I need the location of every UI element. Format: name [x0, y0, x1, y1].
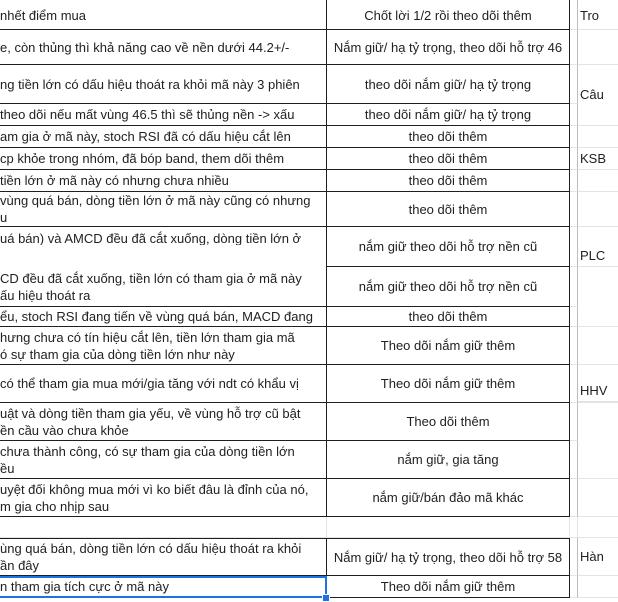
cell-row-9-col-b[interactable]: [327, 267, 570, 307]
cell-row-1-col-c[interactable]: [570, 30, 578, 65]
cell-text: Nắm giữ/ hạ tỷ trọng, theo dõi hỗ trợ 58: [333, 549, 563, 565]
cell-row-16-col-a[interactable]: [0, 517, 327, 538]
cell-row-15-col-d[interactable]: [578, 479, 618, 517]
cell-text: Theo dõi thêm: [406, 414, 490, 429]
cell-row-1-col-a[interactable]: [0, 30, 327, 65]
cell-row-11-col-b[interactable]: [327, 327, 570, 365]
cell-row-5-col-c[interactable]: [570, 148, 578, 170]
cell-row-13-col-c[interactable]: [570, 403, 578, 441]
cell-row-8-col-b[interactable]: [327, 227, 570, 267]
cell-row-18-col-d[interactable]: [578, 576, 618, 598]
cell-text: uá bán) và AMCD đều đã cắt xuống, dòng tiền lớn ở: [0, 230, 302, 246]
cell-row-10-col-a[interactable]: [0, 307, 327, 327]
cell-text: theo dõi thêm: [408, 173, 488, 188]
cell-row-4-col-a[interactable]: [0, 126, 327, 148]
cell-row-18-col-c[interactable]: [570, 576, 578, 598]
cell-text: am gia ở mã này, stoch RSI đã có dấu hiệu cắt lên: [0, 129, 291, 144]
cell-row-18-col-b[interactable]: [327, 576, 570, 598]
cell-row-16-col-d[interactable]: [578, 517, 618, 538]
cell-row-3-col-b[interactable]: [327, 104, 570, 126]
cell-row-11-col-c[interactable]: [570, 327, 578, 365]
cell-text: theo dõi nắm giữ/ hạ tỷ trọng: [364, 107, 532, 122]
cell-row-6-col-a[interactable]: [0, 170, 327, 192]
cell-row-11-col-a[interactable]: [0, 327, 327, 365]
cell-row-13-col-a[interactable]: [0, 403, 327, 441]
cell-text: theo dõi thêm: [408, 129, 488, 144]
cell-text: n tham gia tích cực ở mã này: [0, 579, 169, 594]
cell-row-10-col-c[interactable]: [570, 307, 578, 327]
cell-row-1-col-d[interactable]: [578, 30, 618, 65]
cell-row-2-col-b[interactable]: [327, 65, 570, 104]
cell-text: nắm giữ theo dõi hỗ trợ nền cũ: [358, 279, 538, 294]
cell-row-14-col-b[interactable]: [327, 441, 570, 479]
cell-row-13-col-d[interactable]: HHV: [578, 380, 618, 402]
cell-row-17-col-d[interactable]: Hàn: [578, 538, 618, 576]
cell-text: vùng quá bán, dòng tiền lớn ở mã này cũng có nhưng u: [0, 193, 311, 225]
cell-row-4-col-b[interactable]: [327, 126, 570, 148]
cell-row-5-col-a[interactable]: [0, 148, 327, 170]
cell-text: Theo dõi nắm giữ thêm: [380, 338, 516, 353]
cell-row-4-col-d[interactable]: [578, 126, 618, 148]
cell-text: theo dõi thêm: [408, 151, 488, 166]
cell-row-1-col-b[interactable]: [327, 30, 570, 65]
cell-row-2-col-a[interactable]: [0, 65, 327, 104]
cell-text: Nắm giữ/ hạ tỷ trọng, theo dõi hỗ trợ 46: [333, 39, 563, 55]
cell-header-col-d[interactable]: Tro: [578, 0, 618, 30]
cell-row-6-col-b[interactable]: [327, 170, 570, 192]
cell-text: ùng quá bán, dòng tiền lớn có dấu hiệu thoát ra khỏi ần đây: [0, 541, 302, 573]
cell-row-7-col-d[interactable]: [578, 192, 618, 227]
cell-row-5-col-b[interactable]: [327, 148, 570, 170]
cell-row-16-col-b[interactable]: [327, 517, 570, 538]
cell-row-15-col-c[interactable]: [570, 479, 578, 517]
cell-row-17-col-a[interactable]: [0, 538, 327, 576]
cell-row-17-col-b[interactable]: [327, 538, 570, 576]
cell-row-17-col-c[interactable]: [570, 538, 578, 576]
cell-row-15-col-a[interactable]: [0, 479, 327, 517]
cell-row-8-col-c[interactable]: [570, 227, 578, 267]
cell-header-col-b[interactable]: Chốt lời 1/2 rồi theo dõi thêm: [327, 0, 570, 30]
cell-row-18-col-a-selected[interactable]: [0, 576, 327, 598]
cell-row-9-col-d[interactable]: PLC: [578, 245, 618, 267]
cell-row-14-col-c[interactable]: [570, 441, 578, 479]
selection-fill-handle[interactable]: [322, 594, 330, 602]
cell-text: e, còn thủng thì khả năng cao về nền dưới 44.2+/-: [0, 39, 290, 55]
cell-text: CD đều đã cắt xuống, tiền lớn có tham gia ở mã này ấu hiệu thoát ra: [0, 270, 302, 303]
cell-row-2-col-c[interactable]: [570, 65, 578, 104]
cell-text: theo dõi nắm giữ/ hạ tỷ trọng: [364, 76, 532, 92]
cell-row-7-col-c[interactable]: [570, 192, 578, 227]
cell-row-12-col-a[interactable]: [0, 365, 327, 403]
cell-row-4-col-c[interactable]: [570, 126, 578, 148]
cell-header-col-a[interactable]: nhết điểm mua: [0, 0, 327, 30]
cell-row-7-col-a[interactable]: [0, 192, 327, 227]
cell-text: tiền lớn ở mã này có nhưng chưa nhiều: [0, 173, 229, 188]
cell-text: Theo dõi nắm giữ thêm: [380, 376, 516, 391]
cell-row-13-col-b[interactable]: [327, 403, 570, 441]
cell-text: nắm giữ theo dõi hỗ trợ nền cũ: [358, 239, 538, 254]
cell-row-6-col-c[interactable]: [570, 170, 578, 192]
cell-row-3-col-c[interactable]: [570, 104, 578, 126]
cell-text: uật và dòng tiền tham gia yếu, về vùng hỗ trợ cũ bật ền cầu vào chưa khỏe: [0, 405, 301, 438]
cell-text: ng tiền lớn có dấu hiệu thoát ra khỏi mã này 3 phiên: [0, 76, 300, 92]
cell-row-5-col-d[interactable]: KSB: [578, 148, 618, 170]
cell-text: nắm giữ, gia tăng: [397, 452, 499, 467]
cell-text: cp khỏe trong nhóm, đã bóp band, them dõi thêm: [0, 151, 285, 166]
cell-row-14-col-a[interactable]: [0, 441, 327, 479]
cell-text: nắm giữ/bán đảo mã khác: [372, 490, 524, 505]
cell-text: chưa thành công, có sự tham gia của dòng tiền lớn ều: [0, 443, 295, 476]
cell-row-14-col-d[interactable]: [578, 441, 618, 479]
cell-row-9-col-c[interactable]: [570, 267, 578, 307]
cell-row-10-col-d[interactable]: [578, 307, 618, 327]
cell-row-6-col-d[interactable]: [578, 170, 618, 192]
cell-text: ểu, stoch RSI đang tiến về vùng quá bán, MACD đang: [0, 309, 313, 324]
cell-row-3-col-a[interactable]: [0, 104, 327, 126]
cell-text: có thể tham gia mua mới/gia tăng với ndt có khẩu vị: [0, 376, 299, 391]
cell-row-3-col-d[interactable]: Câu: [578, 80, 618, 126]
cell-text: Theo dõi nắm giữ thêm: [380, 579, 516, 594]
cell-text: theo dõi thêm: [408, 201, 488, 217]
cell-text: uyệt đối không mua mới vì ko biết đâu là đỉnh của nó, m gia cho nhịp sau: [0, 481, 309, 514]
cell-row-12-col-b[interactable]: [327, 365, 570, 403]
cell-text: hưng chưa có tín hiệu cắt lên, tiền lớn tham gia mã ó sự tham gia của dòng tiền lớn như này: [0, 329, 295, 362]
cell-row-10-col-b[interactable]: [327, 307, 570, 327]
cell-row-11-col-d[interactable]: [578, 327, 618, 365]
cell-row-16-col-c[interactable]: [570, 517, 578, 538]
cell-row-7-col-b[interactable]: [327, 192, 570, 227]
cell-row-15-col-b[interactable]: [327, 479, 570, 517]
cell-text: theo dõi nếu mất vùng 46.5 thì sẽ thủng nền -> xấu: [0, 107, 295, 122]
cell-text: theo dõi thêm: [408, 309, 488, 324]
cell-row-9-col-a[interactable]: [0, 245, 327, 307]
cell-row-12-col-c[interactable]: [570, 365, 578, 403]
cell-header-col-c[interactable]: [570, 0, 578, 30]
